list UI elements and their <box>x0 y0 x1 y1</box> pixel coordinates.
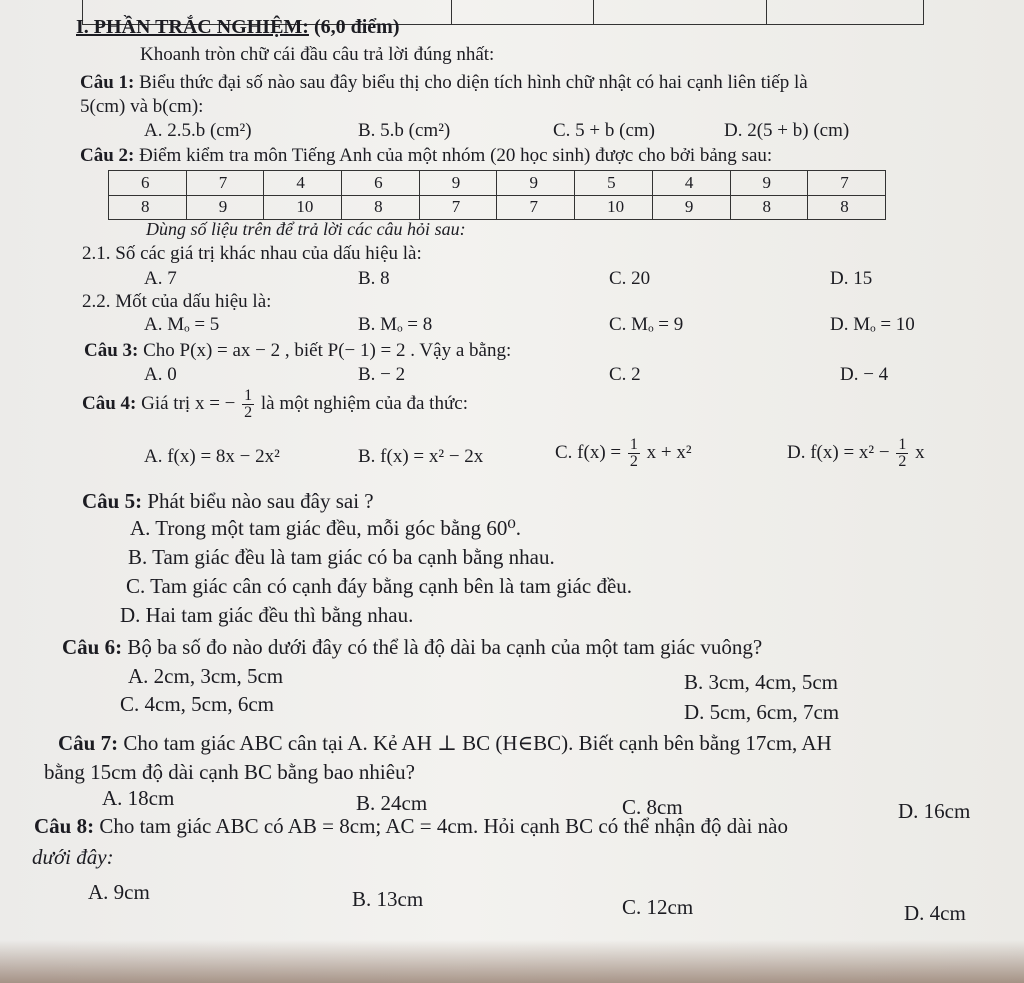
fraction-numerator: 1 <box>244 387 253 404</box>
subquestion-2-1: 2.1. Số các giá trị khác nhau của dấu hiệu là: <box>82 243 422 264</box>
option-a[interactable]: A. 2cm, 3cm, 5cm <box>128 664 284 688</box>
option-d[interactable]: D. 2(5 + b) (cm) <box>724 120 850 141</box>
table-cell: 8 <box>730 195 808 220</box>
question-label: Câu 5: <box>82 489 143 513</box>
section-title: I. PHẦN TRẮC NGHIỆM: <box>76 16 309 38</box>
option-text: x <box>915 441 925 463</box>
question-text: Bộ ba số đo nào dưới đây có thể là độ dài ba cạnh của một tam giác vuông? <box>127 635 763 659</box>
option-d[interactable]: D. Mₒ = 10 <box>830 314 915 335</box>
option-b[interactable]: B. f(x) = x² − 2x <box>358 446 484 467</box>
option-a[interactable]: A. Mₒ = 5 <box>144 314 220 335</box>
fraction-denominator: 2 <box>629 453 638 470</box>
table-note: Dùng số liệu trên để trả lời các câu hỏi sau: <box>146 219 466 239</box>
fraction <box>896 437 908 470</box>
section-heading <box>76 16 400 39</box>
question-text-cont: bằng 15cm độ dài cạnh BC bằng bao nhiêu? <box>44 760 415 784</box>
question-label: Câu 7: <box>58 731 119 755</box>
question-label: Câu 1: <box>80 72 135 93</box>
question-label: Câu 2: <box>80 145 135 166</box>
option-b[interactable]: B. 13cm <box>352 887 424 911</box>
table-surface <box>0 940 1024 983</box>
option-c[interactable]: C. 2 <box>609 364 641 385</box>
subquestion-2-2: 2.2. Mốt của dấu hiệu là: <box>82 291 272 312</box>
table-cell: 8 <box>808 195 886 220</box>
table-cell: 8 <box>342 195 420 220</box>
score-table <box>108 170 886 220</box>
option-text: x + x² <box>646 441 692 463</box>
question-text: Phát biểu nào sau đây sai ? <box>147 489 374 513</box>
option-b[interactable]: B. Mₒ = 8 <box>358 314 433 335</box>
question-text: Cho P(x) = ax − 2 , biết P(− 1) = 2 . Vậy a bằng: <box>143 340 512 361</box>
option-c[interactable]: C. 12cm <box>622 895 694 919</box>
table-cell: 10 <box>575 195 653 220</box>
fraction-numerator: 1 <box>898 436 907 453</box>
question-text: Biểu thức đại số nào sau đây biểu thị cho diện tích hình chữ nhật có hai cạnh liên tiếp là <box>139 72 808 93</box>
question-label: Câu 8: <box>34 814 95 838</box>
fraction <box>242 388 254 421</box>
option-b[interactable]: B. 5.b (cm²) <box>358 120 451 141</box>
question-5 <box>82 489 374 514</box>
option-c[interactable]: C. 5 + b (cm) <box>553 120 656 141</box>
table-row <box>109 195 886 220</box>
table-cell: 6 <box>342 171 420 196</box>
table-cell: 9 <box>497 171 575 196</box>
question-label: Câu 3: <box>84 340 139 361</box>
fraction-denominator: 2 <box>898 453 907 470</box>
table-divider <box>766 0 767 24</box>
question-text: là một nghiệm của đa thức: <box>260 392 468 414</box>
option-d[interactable]: D. 5cm, 6cm, 7cm <box>684 700 840 724</box>
option-d[interactable]: D. 16cm <box>898 799 971 823</box>
option-text: D. f(x) = x² − <box>787 441 890 463</box>
option-a[interactable]: A. 7 <box>144 268 177 289</box>
option-c[interactable]: C. Mₒ = 9 <box>609 314 684 335</box>
table-row <box>109 171 886 196</box>
section-points: (6,0 điểm) <box>313 16 400 38</box>
option-a[interactable]: A. 2.5.b (cm²) <box>144 120 252 141</box>
instruction: Khoanh tròn chữ cái đầu câu trả lời đúng nhất: <box>140 44 495 65</box>
question-6 <box>62 635 762 660</box>
option-c[interactable]: C. 4cm, 5cm, 6cm <box>120 692 274 716</box>
question-1 <box>80 72 808 94</box>
option-a[interactable]: A. 9cm <box>88 880 150 904</box>
question-2 <box>80 145 772 167</box>
table-cell: 9 <box>419 171 497 196</box>
table-cell: 8 <box>109 195 187 220</box>
table-cell: 4 <box>652 171 730 196</box>
option-d[interactable]: D. 4cm <box>904 901 966 925</box>
question-label: Câu 4: <box>82 392 137 414</box>
question-3 <box>84 340 511 362</box>
option-c[interactable]: C. 8cm <box>622 795 683 819</box>
question-text: Cho tam giác ABC có AB = 8cm; AC = 4cm. Hỏi cạnh BC có thể nhận độ dài nào <box>99 814 788 838</box>
table-cell: 7 <box>497 195 575 220</box>
option-d[interactable]: D. 15 <box>830 268 873 289</box>
question-4 <box>82 388 468 421</box>
table-cell: 6 <box>109 171 187 196</box>
table-divider <box>593 0 594 24</box>
option-c[interactable]: C. Tam giác cân có cạnh đáy bằng cạnh bên là tam giác đều. <box>126 574 633 598</box>
table-cell: 7 <box>808 171 886 196</box>
question-7 <box>58 731 832 756</box>
question-label: Câu 6: <box>62 635 123 659</box>
option-a[interactable]: A. 18cm <box>102 786 175 810</box>
table-cell: 10 <box>264 195 342 220</box>
option-a[interactable]: A. f(x) = 8x − 2x² <box>144 446 280 467</box>
option-b[interactable]: B. 8 <box>358 268 390 289</box>
option-d[interactable] <box>787 437 925 470</box>
table-divider <box>451 0 452 24</box>
option-d[interactable]: D. Hai tam giác đều thì bằng nhau. <box>120 603 414 627</box>
option-b[interactable]: B. 24cm <box>356 791 428 815</box>
question-text: Giá trị x = − <box>141 392 236 414</box>
table-cell: 9 <box>730 171 808 196</box>
option-d[interactable]: D. − 4 <box>840 364 889 385</box>
table-cell: 9 <box>186 195 264 220</box>
question-text: Điểm kiểm tra môn Tiếng Anh của một nhóm (20 học sinh) được cho bởi bảng sau: <box>139 145 773 166</box>
question-8 <box>34 814 788 839</box>
fraction-denominator: 2 <box>244 404 253 421</box>
table-cell: 4 <box>264 171 342 196</box>
table-cell: 5 <box>575 171 653 196</box>
table-cell: 7 <box>419 195 497 220</box>
table-cell: 7 <box>186 171 264 196</box>
question-text-cont: 5(cm) và b(cm): <box>80 96 204 117</box>
option-b[interactable]: B. Tam giác đều là tam giác có ba cạnh bằng nhau. <box>128 545 555 569</box>
table-cell: 9 <box>652 195 730 220</box>
option-b[interactable]: B. − 2 <box>358 364 406 385</box>
option-text: C. f(x) = <box>555 441 622 463</box>
option-a[interactable]: A. Trong một tam giác đều, mỗi góc bằng 60⁰. <box>130 516 522 540</box>
option-a[interactable]: A. 0 <box>144 364 177 385</box>
fraction <box>628 437 640 470</box>
question-text-cont: dưới đây: <box>32 845 114 869</box>
fraction-numerator: 1 <box>629 436 638 453</box>
question-text: Cho tam giác ABC cân tại A. Kẻ AH ⊥ BC (H∈BC). Biết cạnh bên bằng 17cm, AH <box>123 731 832 755</box>
option-c[interactable]: C. 20 <box>609 268 651 289</box>
option-b[interactable]: B. 3cm, 4cm, 5cm <box>684 670 838 694</box>
option-c[interactable] <box>555 437 692 470</box>
